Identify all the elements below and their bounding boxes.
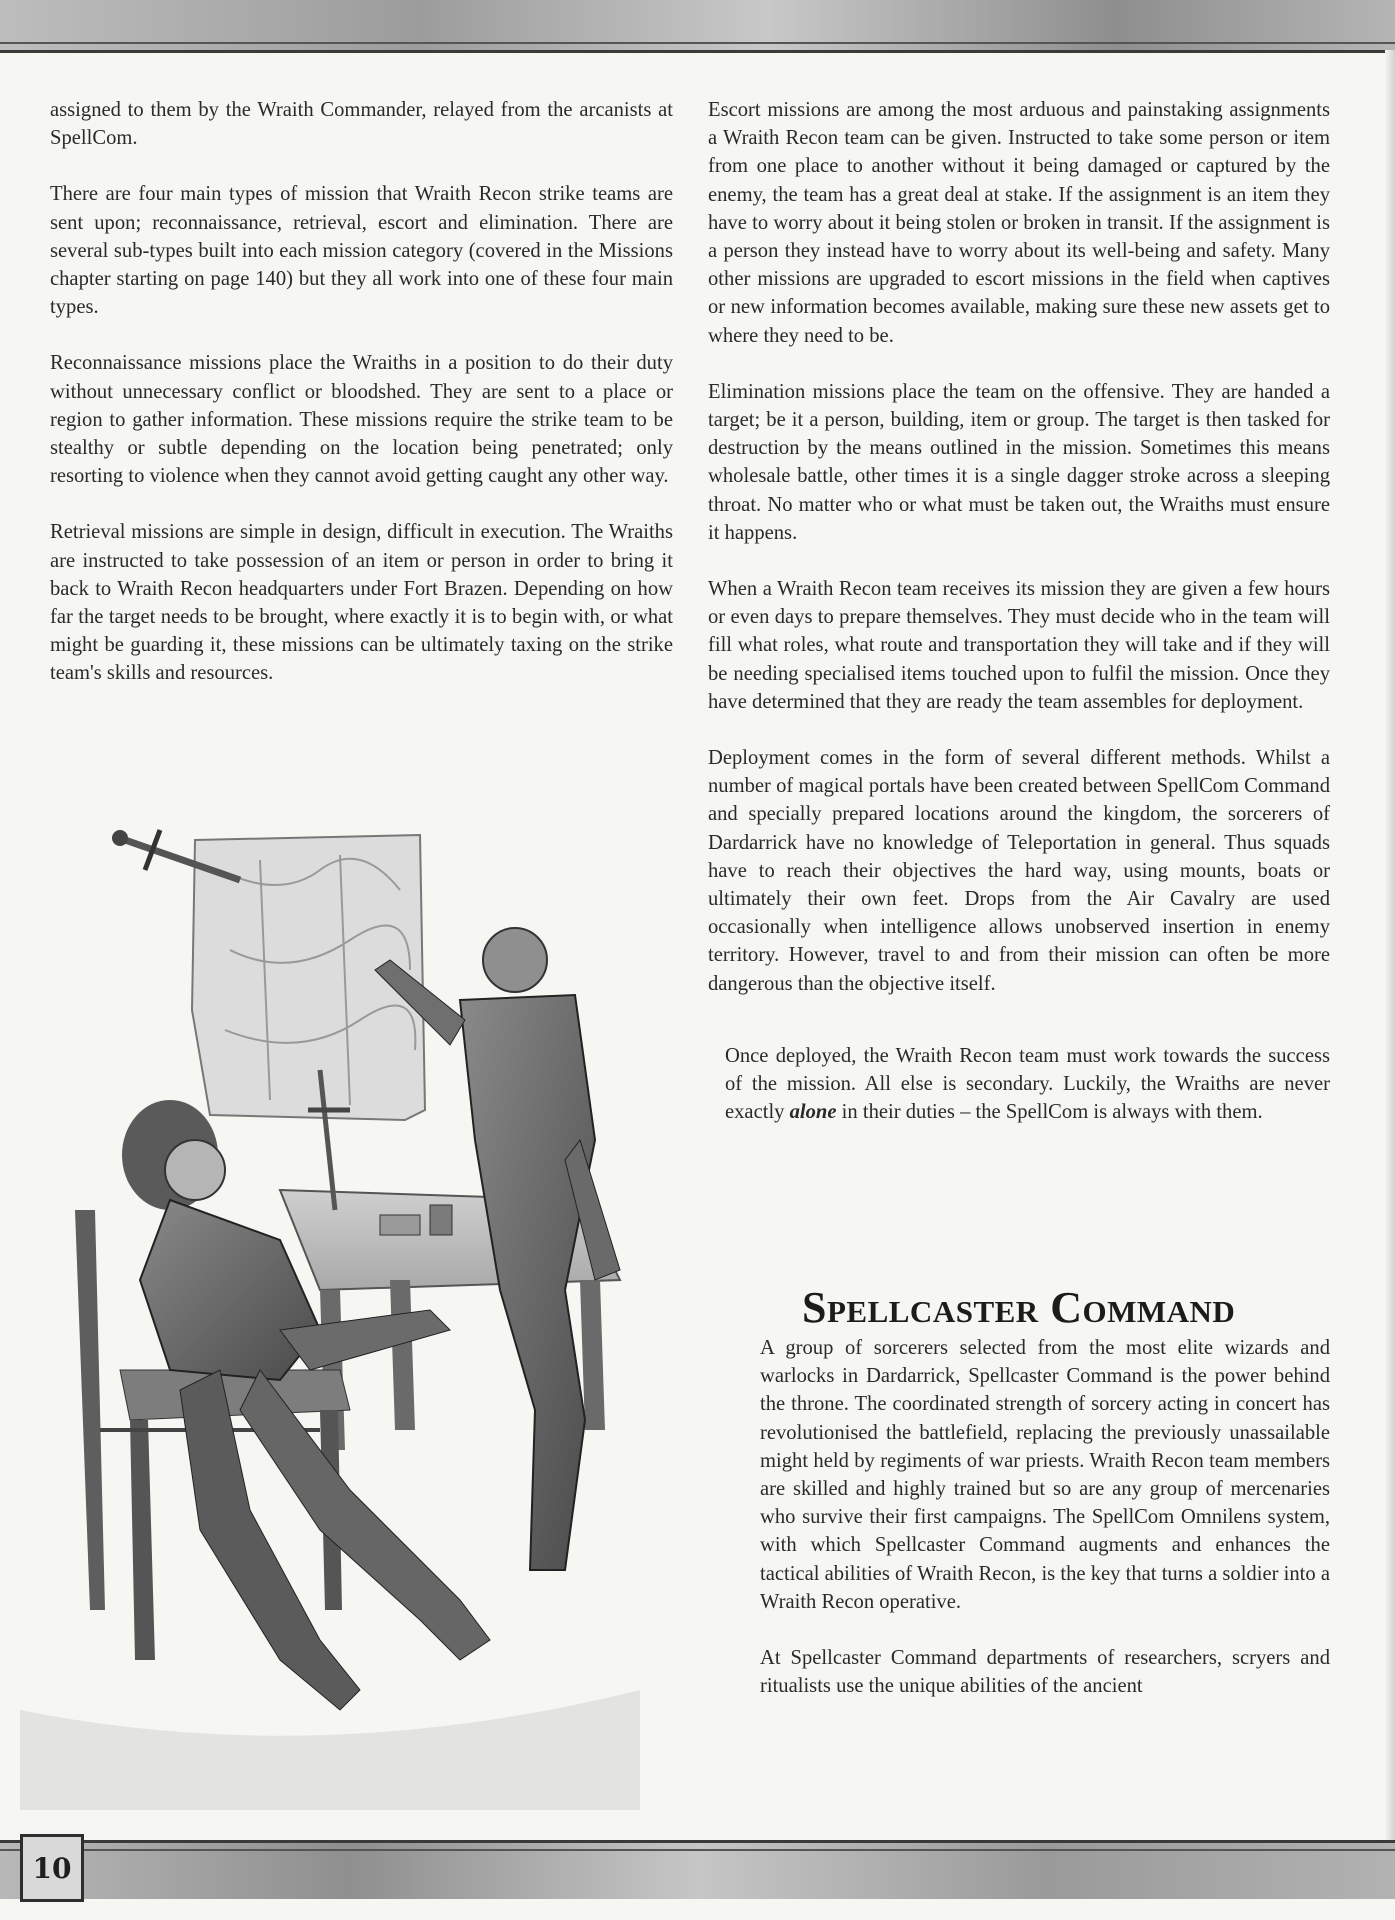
- paragraph: When a Wraith Recon team receives its mission they are given a few hours or even days to prepare themselves. They must decide who in the team will fill what roles, what route and transportation they will take and if they will be needing specialised items touched upon to fulfil the mission. Once they have determined that they are ready the team assembles for deployment.: [708, 578, 1330, 713]
- left-text-column: [50, 96, 673, 716]
- text-run: in their duties – the SpellCom is always with them.: [836, 1101, 1263, 1124]
- right-text-column: [708, 96, 1330, 1026]
- paragraph: Escort missions are among the most arduous and painstaking assignments a Wraith Recon team can be given. Instructed to take some person or item from one place to another without it being damaged or captured by the enemy, the team has a great deal at stake. If the assignment is an item they have to worry about it being stolen or broken in transit. If the assignment is a person they instead have to worry about its well-being and safety. Many other missions are upgraded to escort missions in the field when captives or new information becomes available, making sure these new assets get to where they need to be.: [708, 99, 1330, 347]
- floor-shadow: [20, 1690, 640, 1810]
- section-heading: Spellcaster Command: [802, 1283, 1236, 1332]
- emphasis-text: alone: [789, 1101, 837, 1124]
- paragraph: Retrieval missions are simple in design, difficult in execution. The Wraiths are instructed to take possession of an item or person in order to bring it back to Wraith Recon headquarters under Fort Brazen. Depending on how far the target needs to be brought, where exactly it is to begin with, or what might be guarding it, these missions can be ultimately taxing on the strike team's skills and resources.: [50, 521, 673, 685]
- paragraph: [725, 1042, 1330, 1127]
- page-number: 10: [20, 1834, 84, 1902]
- paragraph: assigned to them by the Wraith Commander, relayed from the arcanists at SpellCom.: [50, 99, 673, 150]
- right-page-edge: [1385, 50, 1395, 1840]
- text-run: Once deployed, the Wraith Recon team must work towards the success of the mission. All else is secondary. Luckily, the Wraiths are never exactly: [725, 1045, 1330, 1124]
- paragraph: Elimination missions place the team on the offensive. They are handed a target; be it a person, building, item or group. The target is then tasked for destruction by the means outlined in the mission. Sometimes this means wholesale battle, other times it is a single dagger stroke across a sleeping throat. No matter who or what must be taken out, the Wraiths must ensure it happens.: [708, 380, 1330, 544]
- top-page-border: [0, 0, 1395, 53]
- section-text-block: [760, 1334, 1330, 1728]
- paragraph: Deployment comes in the form of several different methods. Whilst a number of magical portals have been created between SpellCom Command and specially prepared locations around the kingdom, the sorcerers of Dardarrick have no knowledge of Teleportation in general. Thus squads have to reach their objectives the hard way, using mounts, boats or ultimately their own feet. Drops from the Air Cavalry are used occasionally when intelligence allows unobserved insertion in enemy territory. However, travel to and from their mission can often be more dangerous than the objective itself.: [708, 747, 1330, 995]
- paragraph: At Spellcaster Command departments of researchers, scryers and ritualists use the unique abilities of the ancient: [760, 1647, 1330, 1698]
- paragraph: A group of sorcerers selected from the most elite wizards and warlocks in Dardarrick, Spellcaster Command is the power behind the throne. The coordinated strength of sorcery acting in concert has revolutionised the battlefield, replacing the previously unassailable might held by regiments of war priests. Wraith Recon team members are skilled and highly trained but so are any group of mercenaries who survive their first campaigns. The SpellCom Omnilens system, with which Spellcaster Command augments and enhances the tactical abilities of Wraith Recon, is the key that turns a soldier into a Wraith Recon operative.: [760, 1337, 1330, 1613]
- deployed-paragraph-block: [725, 1042, 1330, 1155]
- paragraph: Reconnaissance missions place the Wraiths in a position to do their duty without unnecessary conflict or bloodshed. They are sent to a place or region to gather information. These missions require the strike team to be stealthy or subtle depending on the location being penetrated; only resorting to violence when they cannot avoid getting caught any other way.: [50, 352, 673, 488]
- bottom-page-border: [0, 1840, 1395, 1899]
- paragraph: There are four main types of mission that Wraith Recon strike teams are sent upon; reconnaissance, retrieval, escort and elimination. There are several sub-types built into each mission category (covered in the Missions chapter starting on page 140) but they all work into one of these four main types.: [50, 183, 673, 319]
- briefing-illustration: [20, 810, 740, 1810]
